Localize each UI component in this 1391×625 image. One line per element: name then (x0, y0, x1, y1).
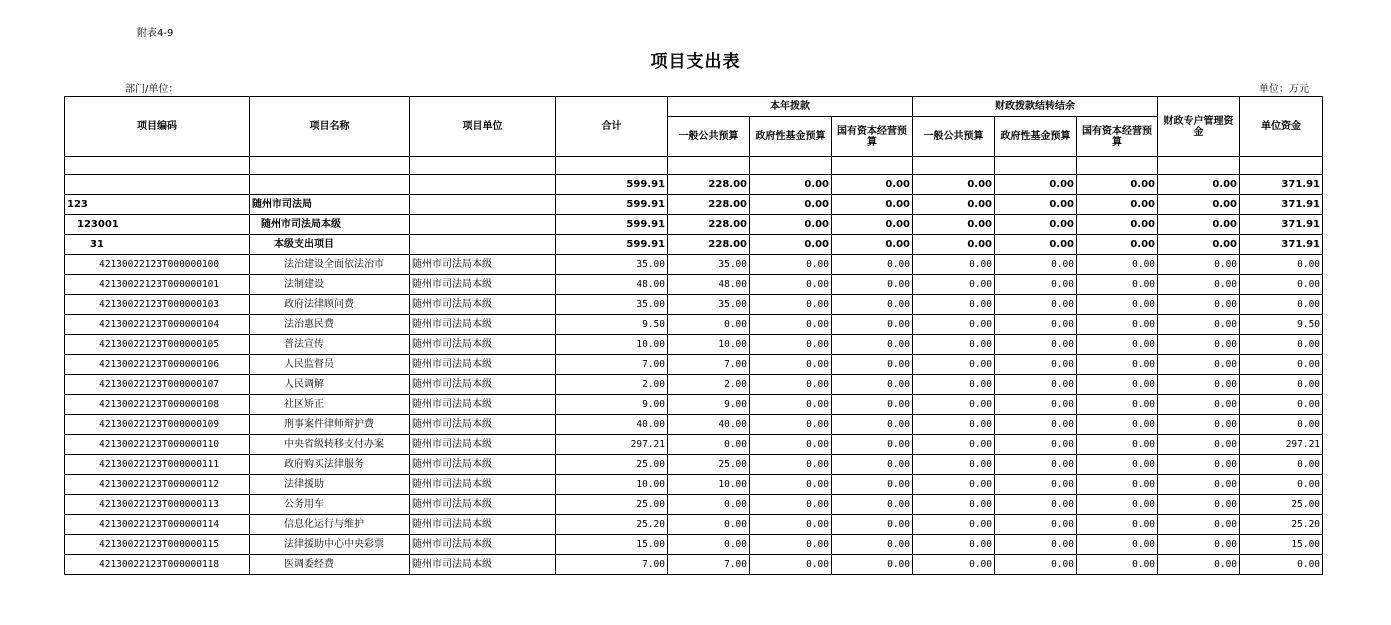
project-expenditure-table (64, 96, 1323, 575)
amount-cell: 0.00 (1077, 515, 1158, 535)
amount-cell: 0.00 (995, 335, 1077, 355)
amount-cell: 15.00 (1240, 535, 1323, 555)
amount-cell: 0.00 (1158, 375, 1240, 395)
project-code-cell: 42130022123T000000112 (65, 475, 250, 495)
amount-cell: 0.00 (913, 475, 995, 495)
amount-cell: 0.00 (1077, 275, 1158, 295)
amount-cell: 0.00 (913, 415, 995, 435)
project-code-cell: 42130022123T000000106 (65, 355, 250, 375)
project-name-cell: 人民监督员 (250, 355, 410, 375)
amount-cell: 0.00 (1240, 415, 1323, 435)
table-row (65, 335, 1323, 355)
project-unit-cell: 随州市司法局本级 (410, 555, 556, 575)
project-code-cell: 42130022123T000000109 (65, 415, 250, 435)
project-code-cell (65, 175, 250, 195)
project-name-cell: 政府购买法律服务 (250, 455, 410, 475)
amount-cell: 0.00 (832, 355, 913, 375)
table-row (65, 375, 1323, 395)
header-group-year-appropriation: 本年拨款 (668, 97, 913, 117)
summary-row (65, 235, 1323, 255)
amount-cell: 0.00 (1077, 235, 1158, 255)
project-name-cell: 中央省级转移支付办案 (250, 435, 410, 455)
amount-cell: 0.00 (913, 455, 995, 475)
project-unit-cell: 随州市司法局本级 (410, 415, 556, 435)
amount-cell: 48.00 (668, 275, 750, 295)
amount-cell: 0.00 (750, 355, 832, 375)
project-name-cell: 政府法律顾问费 (250, 295, 410, 315)
project-code-cell: 31 (65, 235, 250, 255)
header-fund-budget: 政府性基金预算 (750, 117, 832, 157)
amount-cell: 0.00 (832, 315, 913, 335)
amount-cell: 7.00 (556, 555, 668, 575)
amount-cell: 0.00 (995, 555, 1077, 575)
unit-label: 单位：万元 (1259, 84, 1309, 95)
amount-cell: 25.20 (1240, 515, 1323, 535)
amount-cell: 0.00 (913, 315, 995, 335)
table-row (65, 535, 1323, 555)
amount-cell: 0.00 (1077, 475, 1158, 495)
amount-cell: 0.00 (750, 475, 832, 495)
amount-cell: 0.00 (1077, 455, 1158, 475)
table-row (65, 395, 1323, 415)
amount-cell: 0.00 (1077, 495, 1158, 515)
amount-cell: 35.00 (556, 255, 668, 275)
amount-cell: 599.91 (556, 215, 668, 235)
amount-cell: 0.00 (1158, 455, 1240, 475)
table-row (65, 355, 1323, 375)
amount-cell: 9.50 (556, 315, 668, 335)
table-row (65, 555, 1323, 575)
amount-cell: 599.91 (556, 235, 668, 255)
amount-cell: 0.00 (913, 395, 995, 415)
project-unit-cell: 随州市司法局本级 (410, 355, 556, 375)
amount-cell: 0.00 (1077, 415, 1158, 435)
project-unit-cell: 随州市司法局本级 (410, 315, 556, 335)
header-carry-fund: 政府性基金预算 (995, 117, 1077, 157)
amount-cell: 0.00 (995, 415, 1077, 435)
project-unit-cell: 随州市司法局本级 (410, 515, 556, 535)
annex-number: 附表4-9 (137, 28, 174, 39)
amount-cell: 0.00 (1158, 215, 1240, 235)
amount-cell: 0.00 (1077, 175, 1158, 195)
amount-cell: 0.00 (750, 395, 832, 415)
amount-cell: 0.00 (1240, 395, 1323, 415)
amount-cell: 0.00 (1158, 255, 1240, 275)
project-code-cell: 42130022123T000000103 (65, 295, 250, 315)
amount-cell: 0.00 (1158, 235, 1240, 255)
project-unit-cell: 随州市司法局本级 (410, 535, 556, 555)
amount-cell: 0.00 (750, 175, 832, 195)
project-unit-cell: 随州市司法局本级 (410, 275, 556, 295)
amount-cell: 0.00 (995, 515, 1077, 535)
amount-cell: 371.91 (1240, 235, 1323, 255)
amount-cell: 0.00 (995, 195, 1077, 215)
amount-cell: 35.00 (668, 295, 750, 315)
amount-cell: 0.00 (750, 195, 832, 215)
project-code-cell: 42130022123T000000105 (65, 335, 250, 355)
amount-cell: 0.00 (1240, 455, 1323, 475)
amount-cell: 0.00 (1158, 335, 1240, 355)
amount-cell: 35.00 (556, 295, 668, 315)
table-row (65, 295, 1323, 315)
amount-cell: 0.00 (1077, 295, 1158, 315)
amount-cell: 0.00 (1158, 495, 1240, 515)
project-code-cell: 42130022123T000000111 (65, 455, 250, 475)
amount-cell: 9.50 (1240, 315, 1323, 335)
project-code-cell: 42130022123T000000113 (65, 495, 250, 515)
amount-cell: 371.91 (1240, 195, 1323, 215)
project-code-cell: 42130022123T000000114 (65, 515, 250, 535)
amount-cell: 0.00 (668, 495, 750, 515)
amount-cell: 0.00 (1077, 335, 1158, 355)
amount-cell: 0.00 (1158, 355, 1240, 375)
amount-cell: 0.00 (1158, 535, 1240, 555)
project-name-cell: 人民调解 (250, 375, 410, 395)
amount-cell: 0.00 (1240, 275, 1323, 295)
amount-cell: 0.00 (1158, 315, 1240, 335)
amount-cell: 7.00 (668, 555, 750, 575)
project-code-cell: 42130022123T000000108 (65, 395, 250, 415)
amount-cell: 25.00 (556, 495, 668, 515)
amount-cell: 0.00 (1240, 335, 1323, 355)
amount-cell: 0.00 (832, 255, 913, 275)
amount-cell: 297.21 (1240, 435, 1323, 455)
amount-cell: 40.00 (556, 415, 668, 435)
amount-cell: 0.00 (832, 195, 913, 215)
amount-cell: 0.00 (832, 535, 913, 555)
project-code-cell: 42130022123T000000110 (65, 435, 250, 455)
project-code-cell: 123 (65, 195, 250, 215)
project-name-cell: 刑事案件律师辩护费 (250, 415, 410, 435)
table-row (65, 455, 1323, 475)
amount-cell: 0.00 (995, 395, 1077, 415)
amount-cell: 0.00 (832, 375, 913, 395)
header-own-funds: 单位资金 (1240, 97, 1323, 157)
amount-cell: 0.00 (832, 515, 913, 535)
amount-cell: 0.00 (1158, 415, 1240, 435)
header-general-budget: 一般公共预算 (668, 117, 750, 157)
amount-cell: 0.00 (832, 215, 913, 235)
amount-cell: 0.00 (832, 475, 913, 495)
amount-cell: 0.00 (995, 435, 1077, 455)
amount-cell: 0.00 (1077, 435, 1158, 455)
department-label: 部门/单位： (125, 84, 179, 95)
summary-row (65, 195, 1323, 215)
summary-row (65, 215, 1323, 235)
project-unit-cell: 随州市司法局本级 (410, 495, 556, 515)
amount-cell: 0.00 (750, 515, 832, 535)
project-name-cell: 随州市司法局 (250, 195, 410, 215)
amount-cell: 0.00 (750, 235, 832, 255)
amount-cell: 0.00 (913, 275, 995, 295)
amount-cell: 228.00 (668, 235, 750, 255)
amount-cell: 0.00 (750, 215, 832, 235)
project-unit-cell: 随州市司法局本级 (410, 375, 556, 395)
amount-cell: 297.21 (556, 435, 668, 455)
project-code-cell: 123001 (65, 215, 250, 235)
amount-cell: 10.00 (668, 475, 750, 495)
amount-cell: 7.00 (556, 355, 668, 375)
amount-cell: 371.91 (1240, 175, 1323, 195)
project-unit-cell (410, 175, 556, 195)
amount-cell: 0.00 (832, 435, 913, 455)
amount-cell: 0.00 (995, 455, 1077, 475)
amount-cell: 0.00 (995, 355, 1077, 375)
amount-cell: 0.00 (832, 235, 913, 255)
project-unit-cell: 随州市司法局本级 (410, 475, 556, 495)
project-name-cell: 公务用车 (250, 495, 410, 515)
amount-cell: 0.00 (1240, 295, 1323, 315)
amount-cell: 0.00 (750, 555, 832, 575)
amount-cell: 0.00 (832, 175, 913, 195)
amount-cell: 0.00 (1077, 375, 1158, 395)
amount-cell: 0.00 (750, 255, 832, 275)
amount-cell: 0.00 (1240, 555, 1323, 575)
amount-cell: 10.00 (556, 335, 668, 355)
amount-cell: 0.00 (1240, 255, 1323, 275)
project-unit-cell: 随州市司法局本级 (410, 295, 556, 315)
project-code-cell: 42130022123T000000100 (65, 255, 250, 275)
amount-cell: 15.00 (556, 535, 668, 555)
amount-cell: 25.20 (556, 515, 668, 535)
amount-cell: 0.00 (913, 375, 995, 395)
table-row (65, 435, 1323, 455)
table-row (65, 275, 1323, 295)
amount-cell: 0.00 (913, 495, 995, 515)
amount-cell: 0.00 (995, 495, 1077, 515)
project-unit-cell: 随州市司法局本级 (410, 435, 556, 455)
amount-cell: 0.00 (913, 255, 995, 275)
amount-cell: 0.00 (1077, 355, 1158, 375)
amount-cell: 0.00 (1077, 195, 1158, 215)
amount-cell: 0.00 (1158, 395, 1240, 415)
amount-cell: 0.00 (668, 315, 750, 335)
amount-cell: 0.00 (1077, 555, 1158, 575)
project-name-cell: 法治建设全面依法治市 (250, 255, 410, 275)
project-unit-cell: 随州市司法局本级 (410, 255, 556, 275)
amount-cell: 0.00 (832, 455, 913, 475)
amount-cell: 0.00 (995, 535, 1077, 555)
amount-cell: 48.00 (556, 275, 668, 295)
amount-cell: 0.00 (1158, 555, 1240, 575)
project-name-cell: 医调委经费 (250, 555, 410, 575)
amount-cell: 228.00 (668, 175, 750, 195)
amount-cell: 0.00 (668, 435, 750, 455)
amount-cell: 0.00 (750, 275, 832, 295)
amount-cell: 0.00 (750, 495, 832, 515)
project-unit-cell (410, 215, 556, 235)
amount-cell: 25.00 (556, 455, 668, 475)
amount-cell: 0.00 (995, 475, 1077, 495)
amount-cell: 0.00 (750, 375, 832, 395)
summary-row (65, 175, 1323, 195)
project-code-cell: 42130022123T000000107 (65, 375, 250, 395)
table-row (65, 315, 1323, 335)
project-name-cell: 法律援助中心中央彩票 (250, 535, 410, 555)
amount-cell: 0.00 (1240, 375, 1323, 395)
amount-cell: 0.00 (832, 295, 913, 315)
amount-cell: 0.00 (1158, 195, 1240, 215)
amount-cell: 0.00 (750, 315, 832, 335)
amount-cell: 0.00 (1077, 315, 1158, 335)
amount-cell: 0.00 (913, 555, 995, 575)
amount-cell: 0.00 (1077, 215, 1158, 235)
project-name-cell: 信息化运行与维护 (250, 515, 410, 535)
amount-cell: 0.00 (1158, 475, 1240, 495)
header-code: 项目编码 (65, 97, 250, 157)
project-name-cell: 法治惠民费 (250, 315, 410, 335)
amount-cell: 0.00 (1077, 395, 1158, 415)
amount-cell: 2.00 (668, 375, 750, 395)
project-unit-cell (410, 235, 556, 255)
amount-cell: 10.00 (556, 475, 668, 495)
header-row-top (65, 97, 1323, 117)
page-title: 项目支出表 (650, 52, 741, 72)
project-name-cell: 普法宣传 (250, 335, 410, 355)
amount-cell: 371.91 (1240, 215, 1323, 235)
amount-cell: 0.00 (750, 415, 832, 435)
project-code-cell: 42130022123T000000118 (65, 555, 250, 575)
project-name-cell (250, 175, 410, 195)
amount-cell: 9.00 (668, 395, 750, 415)
amount-cell: 0.00 (750, 455, 832, 475)
amount-cell: 0.00 (668, 515, 750, 535)
amount-cell: 0.00 (913, 295, 995, 315)
amount-cell: 0.00 (913, 435, 995, 455)
amount-cell: 0.00 (1240, 355, 1323, 375)
amount-cell: 0.00 (995, 375, 1077, 395)
amount-cell: 0.00 (750, 335, 832, 355)
amount-cell: 0.00 (1077, 535, 1158, 555)
amount-cell: 25.00 (668, 455, 750, 475)
amount-cell: 0.00 (1077, 255, 1158, 275)
amount-cell: 0.00 (1240, 475, 1323, 495)
amount-cell: 0.00 (1158, 275, 1240, 295)
amount-cell: 0.00 (913, 535, 995, 555)
amount-cell: 9.00 (556, 395, 668, 415)
amount-cell: 0.00 (832, 395, 913, 415)
header-unit: 项目单位 (410, 97, 556, 157)
project-name-cell: 法律援助 (250, 475, 410, 495)
project-unit-cell: 随州市司法局本级 (410, 335, 556, 355)
table-row (65, 475, 1323, 495)
amount-cell: 0.00 (995, 235, 1077, 255)
spacer-row (65, 157, 1323, 175)
amount-cell: 0.00 (832, 555, 913, 575)
amount-cell: 0.00 (1158, 295, 1240, 315)
amount-cell: 40.00 (668, 415, 750, 435)
amount-cell: 0.00 (995, 255, 1077, 275)
amount-cell: 35.00 (668, 255, 750, 275)
amount-cell: 0.00 (750, 535, 832, 555)
amount-cell: 0.00 (668, 535, 750, 555)
header-carry-capital: 国有资本经营预算 (1077, 117, 1158, 157)
amount-cell: 0.00 (913, 235, 995, 255)
project-unit-cell: 随州市司法局本级 (410, 395, 556, 415)
header-capital-budget: 国有资本经营预算 (832, 117, 913, 157)
project-code-cell: 42130022123T000000104 (65, 315, 250, 335)
amount-cell: 10.00 (668, 335, 750, 355)
header-special-account: 财政专户管理资金 (1158, 97, 1240, 157)
header-name: 项目名称 (250, 97, 410, 157)
amount-cell: 2.00 (556, 375, 668, 395)
amount-cell: 228.00 (668, 195, 750, 215)
amount-cell: 228.00 (668, 215, 750, 235)
table-row (65, 515, 1323, 535)
amount-cell: 0.00 (1158, 515, 1240, 535)
project-unit-cell: 随州市司法局本级 (410, 455, 556, 475)
amount-cell: 7.00 (668, 355, 750, 375)
amount-cell: 25.00 (1240, 495, 1323, 515)
amount-cell: 0.00 (913, 515, 995, 535)
project-name-cell: 社区矫正 (250, 395, 410, 415)
table-row (65, 415, 1323, 435)
amount-cell: 0.00 (832, 495, 913, 515)
project-name-cell: 法制建设 (250, 275, 410, 295)
amount-cell: 0.00 (913, 335, 995, 355)
header-carry-general: 一般公共预算 (913, 117, 995, 157)
table-row (65, 495, 1323, 515)
table-row (65, 255, 1323, 275)
amount-cell: 599.91 (556, 175, 668, 195)
amount-cell: 0.00 (913, 195, 995, 215)
amount-cell: 0.00 (995, 295, 1077, 315)
project-unit-cell (410, 195, 556, 215)
amount-cell: 0.00 (913, 175, 995, 195)
amount-cell: 0.00 (913, 215, 995, 235)
amount-cell: 0.00 (832, 275, 913, 295)
amount-cell: 0.00 (995, 215, 1077, 235)
amount-cell: 0.00 (750, 295, 832, 315)
project-code-cell: 42130022123T000000101 (65, 275, 250, 295)
header-total: 合计 (556, 97, 668, 157)
amount-cell: 0.00 (995, 275, 1077, 295)
project-name-cell: 本级支出项目 (250, 235, 410, 255)
amount-cell: 0.00 (995, 315, 1077, 335)
amount-cell: 0.00 (750, 435, 832, 455)
amount-cell: 0.00 (913, 355, 995, 375)
amount-cell: 0.00 (1158, 175, 1240, 195)
project-name-cell: 随州市司法局本级 (250, 215, 410, 235)
amount-cell: 0.00 (832, 415, 913, 435)
project-code-cell: 42130022123T000000115 (65, 535, 250, 555)
amount-cell: 0.00 (832, 335, 913, 355)
header-group-carryover: 财政拨款结转结余 (913, 97, 1158, 117)
amount-cell: 599.91 (556, 195, 668, 215)
amount-cell: 0.00 (1158, 435, 1240, 455)
amount-cell: 0.00 (995, 175, 1077, 195)
